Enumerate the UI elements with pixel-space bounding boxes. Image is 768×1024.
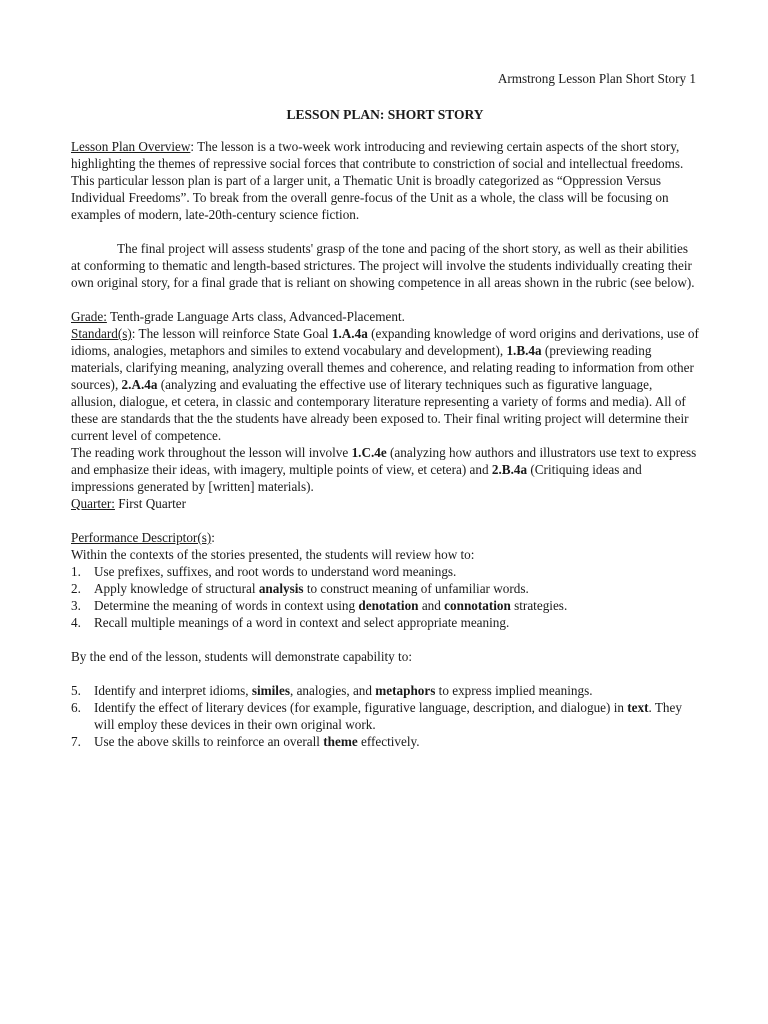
list-item-emphasis: theme	[323, 734, 358, 749]
list-item-number: 1.	[71, 564, 81, 579]
performance-list	[71, 563, 699, 631]
document-body	[71, 106, 699, 750]
list-item-number: 7.	[71, 734, 81, 749]
performance-label: Performance Descriptor(s)	[71, 530, 212, 545]
list-item	[71, 733, 699, 750]
standard-text: (analyzing and evaluating the effective use of literary techniques such as figurative language, allusion, dialogue, et cetera, in classic and contemporary literature representing a variety of forms and media). All of these are standards that the the students have already been exposed to. Their final writing project will determine their current level of competence.	[71, 377, 689, 443]
overview-paragraph	[71, 138, 699, 223]
performance-heading	[71, 529, 699, 546]
list-item-number: 4.	[71, 615, 81, 630]
performance-colon: :	[211, 530, 215, 545]
list-item-number: 6.	[71, 700, 81, 715]
standard-text: (previewing reading materials, clarifying meaning, analyzing overall themes and coherence, and relating reading to information from other sources),	[71, 343, 694, 392]
reading-text: (Critiquing ideas and impressions generated by [written] materials).	[71, 462, 642, 494]
reading-text: (analyzing how authors and illustrators use text to express and emphasize their ideas, with imagery, multiple points of view, et cetera) and	[71, 445, 697, 477]
quarter-line	[71, 495, 699, 512]
reading-paragraph	[71, 444, 699, 495]
document-title: LESSON PLAN: SHORT STORY	[286, 107, 484, 122]
list-item	[71, 699, 699, 733]
standard-code: 2.B.4a	[491, 462, 528, 477]
list-item-text: Use prefixes, suffixes, and root words to understand word meanings.	[94, 564, 457, 579]
overview-text: : The lesson is a two-week work introducing and reviewing certain aspects of the short story, highlighting the themes of repressive social forces that contribute to constriction of social and intellectual freedoms. This particular lesson plan is part of a larger unit, a Thematic Unit is broadly categorized as “Oppression Versus Individual Freedoms”. To break from the overall genre-focus of the Unit as a whole, the class will be focusing on examples of modern, late-20th-century science fiction.	[71, 139, 684, 222]
list-item-emphasis: connotation	[444, 598, 511, 613]
list-item	[71, 563, 699, 580]
grade-label: Grade:	[71, 309, 107, 324]
standard-code: 1.A.4a	[331, 326, 368, 341]
list-item-emphasis: text	[627, 700, 649, 715]
list-item-text: Identify the effect of literary devices (for example, figurative language, description, and dialogue) in	[94, 700, 628, 715]
list-item-text: , analogies, and	[289, 683, 376, 698]
list-item-text: strategies.	[510, 598, 568, 613]
list-item	[71, 682, 699, 699]
list-item-text: Use the above skills to reinforce an overall	[94, 734, 324, 749]
standards-intro: : The lesson will reinforce State Goal	[131, 326, 332, 341]
list-item	[71, 614, 699, 631]
standard-text: (expanding knowledge of word origins and derivations, use of idioms, analogies, metaphors and similes to extend vocabulary and development),	[71, 326, 699, 358]
standard-code: 1.B.4a	[506, 343, 542, 358]
list-item-text: and	[418, 598, 445, 613]
grade-text: Tenth-grade Language Arts class, Advanced-Placement.	[106, 309, 405, 324]
list-item-text: . They will employ these devices in their own original work.	[94, 700, 682, 732]
quarter-text: First Quarter	[114, 496, 186, 511]
final-project-paragraph: The final project will assess students' grasp of the tone and pacing of the short story, as well as their abilities at conforming to thematic and length-based strictures. The project will involve the students individually creating their own original story, for a final grade that is reliant on showing competence in all areas shown in the rubric (see below).	[71, 241, 695, 290]
list-item-text: Determine the meaning of words in context using	[94, 598, 359, 613]
reading-intro: The reading work throughout the lesson will involve	[71, 445, 352, 460]
quarter-label: Quarter:	[71, 496, 115, 511]
standard-code: 2.A.4a	[121, 377, 158, 392]
list-item	[71, 597, 699, 614]
standard-code: 1.C.4e	[351, 445, 387, 460]
list-item-text: effectively.	[357, 734, 420, 749]
grade-line	[71, 308, 699, 325]
list-item	[71, 580, 699, 597]
list-item-emphasis: metaphors	[375, 683, 436, 698]
standards-paragraph	[71, 325, 699, 444]
end-of-lesson-list	[71, 682, 699, 750]
list-item-text: Apply knowledge of structural	[94, 581, 259, 596]
list-item-text: to express implied meanings.	[435, 683, 593, 698]
list-item-emphasis: denotation	[358, 598, 419, 613]
list-item-number: 3.	[71, 598, 81, 613]
list-item-text: Identify and interpret idioms,	[94, 683, 252, 698]
performance-intro: Within the contexts of the stories presented, the students will review how to:	[71, 547, 475, 562]
list-item-text: to construct meaning of unfamiliar words.	[303, 581, 529, 596]
list-item-emphasis: analysis	[258, 581, 304, 596]
overview-label: Lesson Plan Overview	[71, 139, 191, 154]
list-item-text: Recall multiple meanings of a word in context and select appropriate meaning.	[94, 615, 510, 630]
list-item-number: 5.	[71, 683, 81, 698]
list-item-number: 2.	[71, 581, 81, 596]
list-item-emphasis: similes	[251, 683, 290, 698]
end-of-lesson-intro: By the end of the lesson, students will demonstrate capability to:	[71, 649, 412, 664]
standards-label: Standard(s)	[71, 326, 132, 341]
running-head: Armstrong Lesson Plan Short Story 1	[497, 71, 696, 86]
